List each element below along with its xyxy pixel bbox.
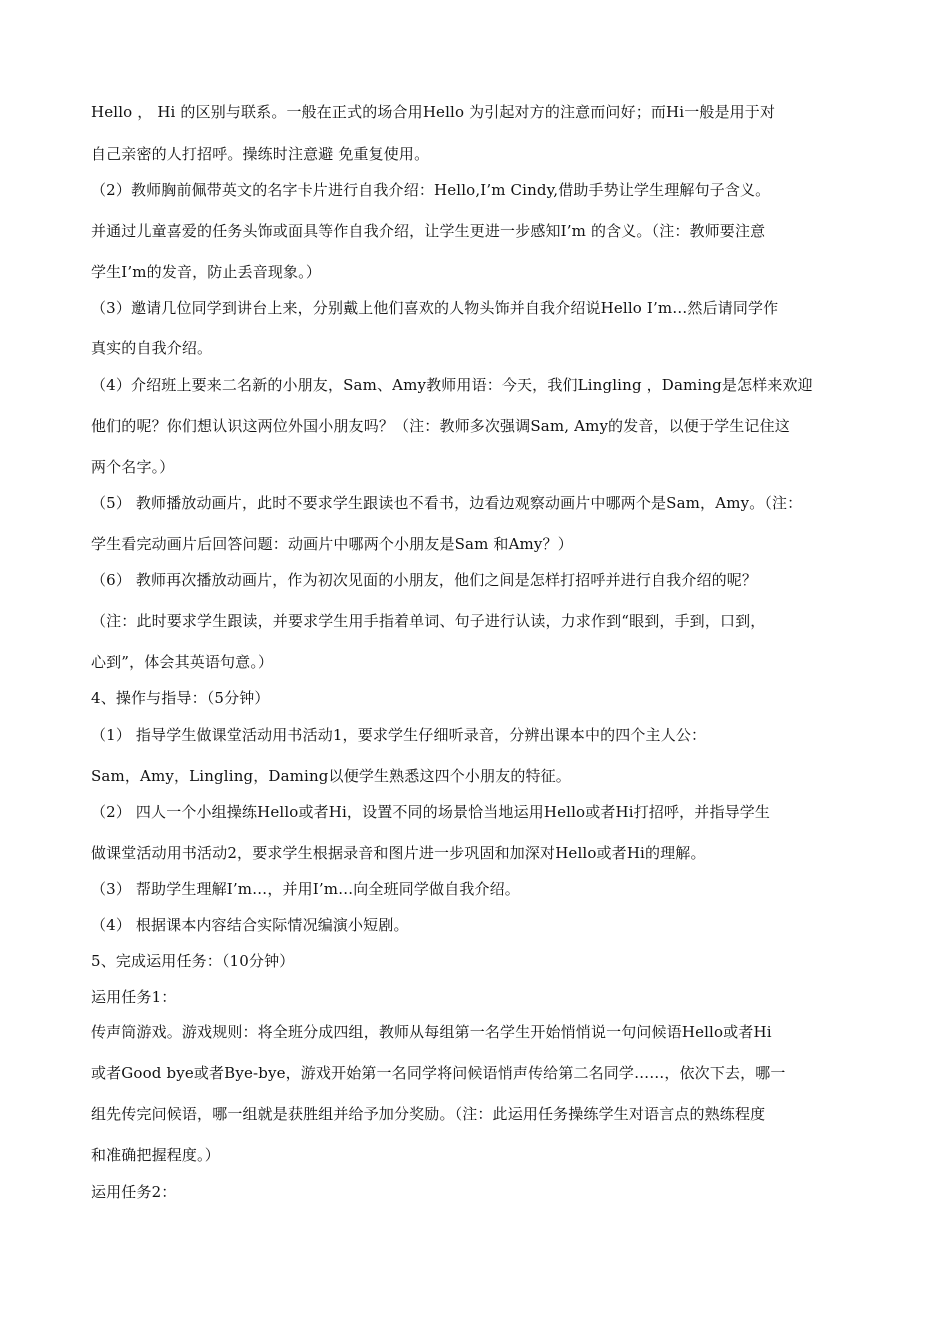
- text-line: 心到”，体会其英语句意。）: [91, 653, 274, 671]
- text-line: （注：此时要求学生跟读，并要求学生用手指着单词、句子进行认读，力求作到“眼到，手到，口到，: [91, 612, 766, 630]
- text-line: 或者Good bye或者Bye-bye，游戏开始第一名同学将问候语悄声传给第二名同学……，依次下去，哪一: [91, 1064, 786, 1082]
- text-line: （2）教师胸前佩带英文的名字卡片进行自我介绍：Hello,I’m Cindy,借助手势让学生理解句子含义。: [91, 181, 771, 199]
- text-line: 并通过儿童喜爱的任务头饰或面具等作自我介绍，让学生更进一步感知I’m 的含义。（注：教师要注意: [91, 222, 766, 240]
- text-line: （3）邀请几位同学到讲台上来，分别戴上他们喜欢的人物头饰并自我介绍说Hello I’m…然后请同学作: [91, 299, 779, 317]
- section-heading: 4、操作与指导：（5分钟）: [91, 689, 270, 707]
- text-line: 学生看完动画片后回答问题：动画片中哪两个小朋友是Sam 和Amy？）: [91, 535, 573, 553]
- text-line: （5） 教师播放动画片，此时不要求学生跟读也不看书，边看边观察动画片中哪两个是Sam，Amy。（注：: [91, 494, 803, 512]
- text-line: 做课堂活动用书活动2，要求学生根据录音和图片进一步巩固和加深对Hello或者Hi的理解。: [91, 844, 706, 862]
- section-heading: 5、完成运用任务：（10分钟）: [91, 952, 295, 970]
- text-line: 学生I’m的发音，防止丢音现象。）: [91, 263, 321, 281]
- text-line: （2） 四人一个小组操练Hello或者Hi，设置不同的场景恰当地运用Hello或者Hi打招呼，并指导学生: [91, 803, 771, 821]
- text-line: （3） 帮助学生理解I’m…，并用I’m…向全班同学做自我介绍。: [91, 880, 520, 898]
- text-line: 和准确把握程度。）: [91, 1146, 220, 1164]
- text-line: 两个名字。）: [91, 458, 175, 476]
- text-line: 组先传完问候语，哪一组就是获胜组并给予加分奖励。（注：此运用任务操练学生对语言点的熟练程度: [91, 1105, 766, 1123]
- task-heading: 运用任务2：: [91, 1183, 177, 1201]
- text-line: （4） 根据课本内容结合实际情况编演小短剧。: [91, 916, 409, 934]
- text-line: （1） 指导学生做课堂活动用书活动1，要求学生仔细听录音，分辨出课本中的四个主人公：: [91, 726, 707, 744]
- task-heading: 运用任务1：: [91, 988, 177, 1006]
- text-line: （6） 教师再次播放动画片，作为初次见面的小朋友，他们之间是怎样打招呼并进行自我介绍的呢？: [91, 571, 758, 589]
- text-line: Hello ， Hi 的区别与联系。一般在正式的场合用Hello 为引起对方的注意而问好；而Hi一般是用于对: [91, 103, 776, 121]
- text-line: （4）介绍班上要来二名新的小朋友，Sam、Amy教师用语：今天，我们Lingling ，Daming是怎样来欢迎: [91, 376, 813, 394]
- text-line: 自己亲密的人打招呼。操练时注意避 免重复使用。: [91, 145, 430, 163]
- text-line: Sam，Amy，Lingling，Daming以便学生熟悉这四个小朋友的特征。: [91, 767, 571, 785]
- text-line: 传声筒游戏。游戏规则：将全班分成四组，教师从每组第一名学生开始悄悄说一句问候语Hello或者Hi: [91, 1023, 772, 1041]
- text-line: 他们的呢？你们想认识这两位外国小朋友吗？（注：教师多次强调Sam, Amy的发音，以便于学生记住这: [91, 417, 790, 435]
- text-line: 真实的自我介绍。: [91, 339, 213, 357]
